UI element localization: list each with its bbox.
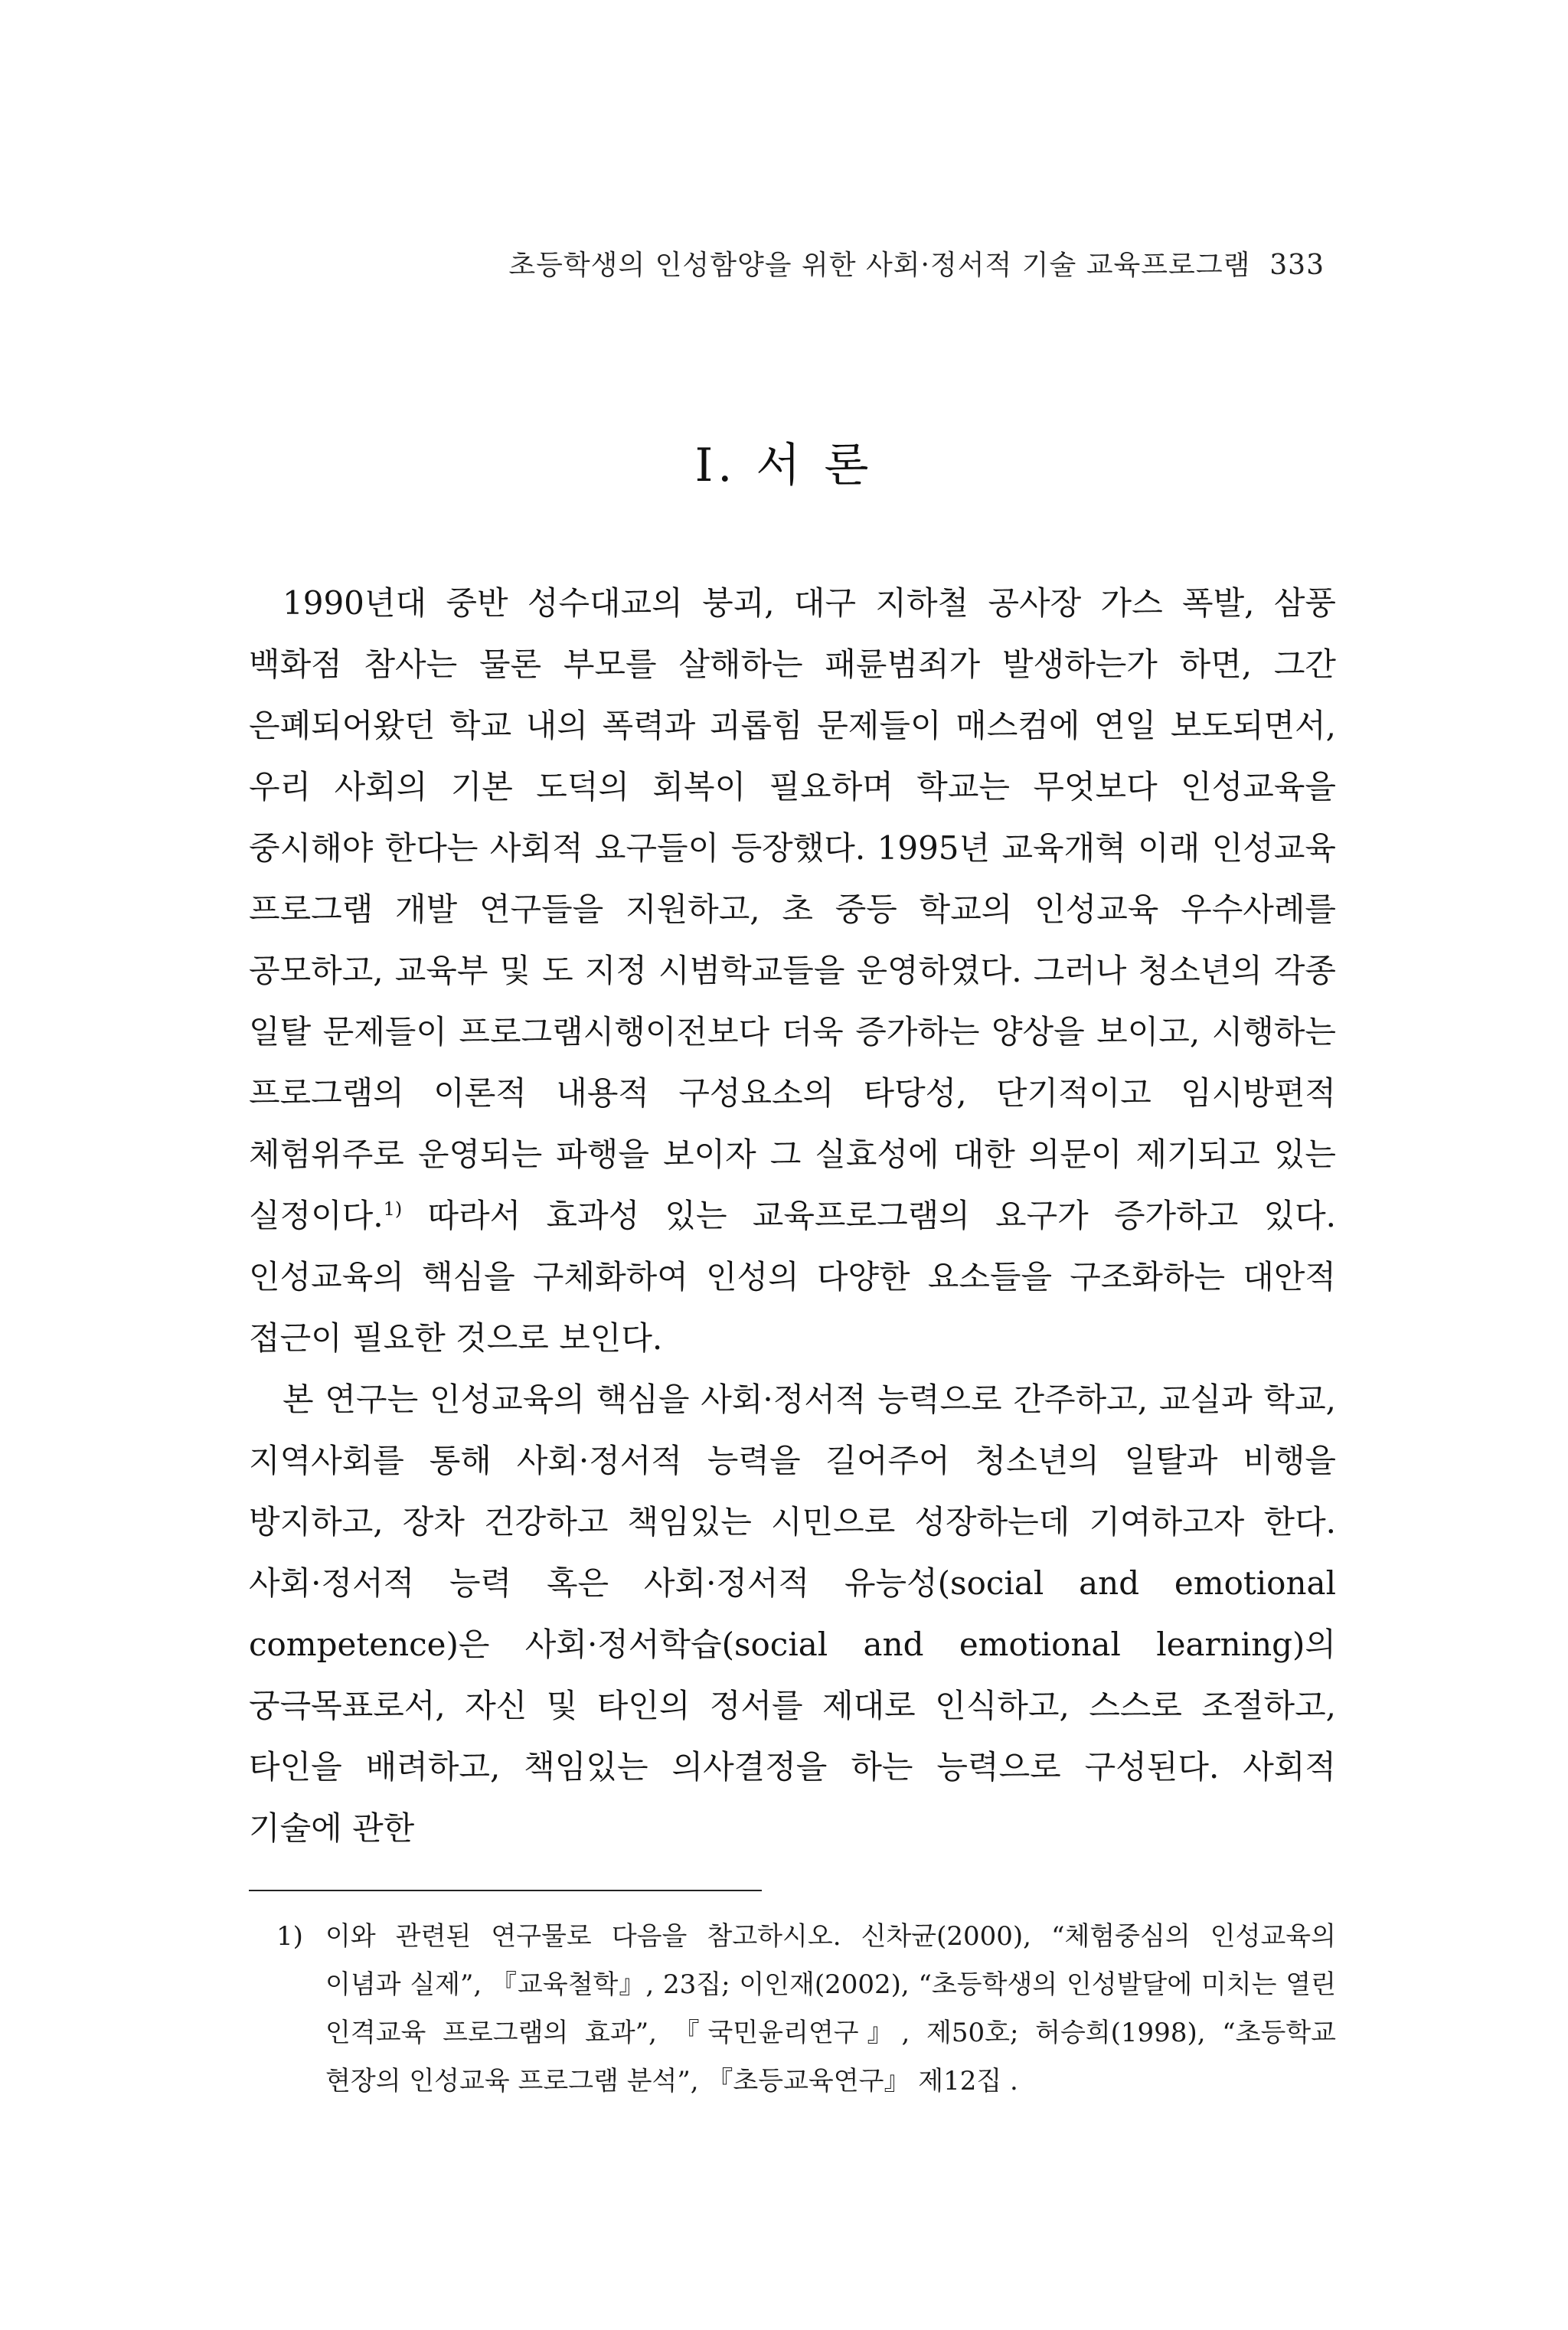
page-number: 333 xyxy=(1269,250,1325,281)
paragraph-2: 본 연구는 인성교육의 핵심을 사회·정서적 능력으로 간주하고, 교실과 학교, 지역사회를 통해 사회·정서적 능력을 길어주어 청소년의 일탈과 비행을 방지하고, 장차 건강하고 책임있는 시민으로 성장하는데 기여하고자 한다. 사회·정서적 능력 혹은 사회·정서적 유능성(social and emotional competence)은 사회·정서학습(social and emotional learning)의 궁극목표로서, 자신 및 타인의 정서를 제대로 인식하고, 스스로 조절하고, 타인을 배려하고, 책임있는 의사결정을 하는 능력으로 구성된다. 사회적 기술에 관한 xyxy=(249,1381,1336,1847)
footnote xyxy=(249,1913,1336,2106)
section-title: Ⅰ. 서 론 xyxy=(694,439,874,492)
running-header xyxy=(444,243,1325,283)
footnote-text: 이와 관련된 연구물로 다음을 참고하시오. 신차균(2000), “체험중심의 인성교육의 이념과 실제”, 『교육철학』, 23집; 이인재(2002), “초등학생의 인성발달에 미치는 열린 인격교육 프로그램의 효과”, 『국민윤리연구』, 제50호; 허승희(1998), “초등학교 현장의 인성교육 프로그램 분석”, 『초등교육연구』 제12집 . xyxy=(325,1921,1336,2096)
running-title: 초등학생의 인성함양을 위한 사회·정서적 기술 교육프로그램 xyxy=(508,250,1251,281)
paragraph-1 xyxy=(249,573,1336,1369)
footnote-reference[interactable]: 1) xyxy=(383,1198,403,1220)
footnote-mark: 1) xyxy=(276,1921,303,1952)
body-text xyxy=(249,573,1336,1859)
footnote-divider xyxy=(249,1890,762,1891)
paragraph-1-continuation: 따라서 효과성 있는 교육프로그램의 요구가 증가하고 있다. 인성교육의 핵심을 구체화하여 인성의 다양한 요소들을 구조화하는 대안적 접근이 필요한 것으로 보인다. xyxy=(249,1197,1336,1357)
paragraph-1-text: 1990년대 중반 성수대교의 붕괴, 대구 지하철 공사장 가스 폭발, 삼풍 백화점 참사는 물론 부모를 살해하는 패륜범죄가 발생하는가 하면, 그간 은폐되어왔던 학교 내의 폭력과 괴롭힘 문제들이 매스컴에 연일 보도되면서, 우리 사회의 기본 도덕의 회복이 필요하며 학교는 무엇보다 인성교육을 중시해야 한다는 사회적 요구들이 등장했다. 1995년 교육개혁 이래 인성교육 프로그램 개발 연구들을 지원하고, 초 중등 학교의 인성교육 우수사례를 공모하고, 교육부 및 도 지정 시범학교들을 운영하였다. 그러나 청소년의 각종 일탈 문제들이 프로그램시행이전보다 더욱 증가하는 양상을 보이고, 시행하는 프로그램의 이론적 내용적 구성요소의 타당성, 단기적이고 임시방편적 체험위주로 운영되는 파행을 보이자 그 실효성에 대한 의문이 제기되고 있는 실정이다. xyxy=(249,584,1336,1234)
